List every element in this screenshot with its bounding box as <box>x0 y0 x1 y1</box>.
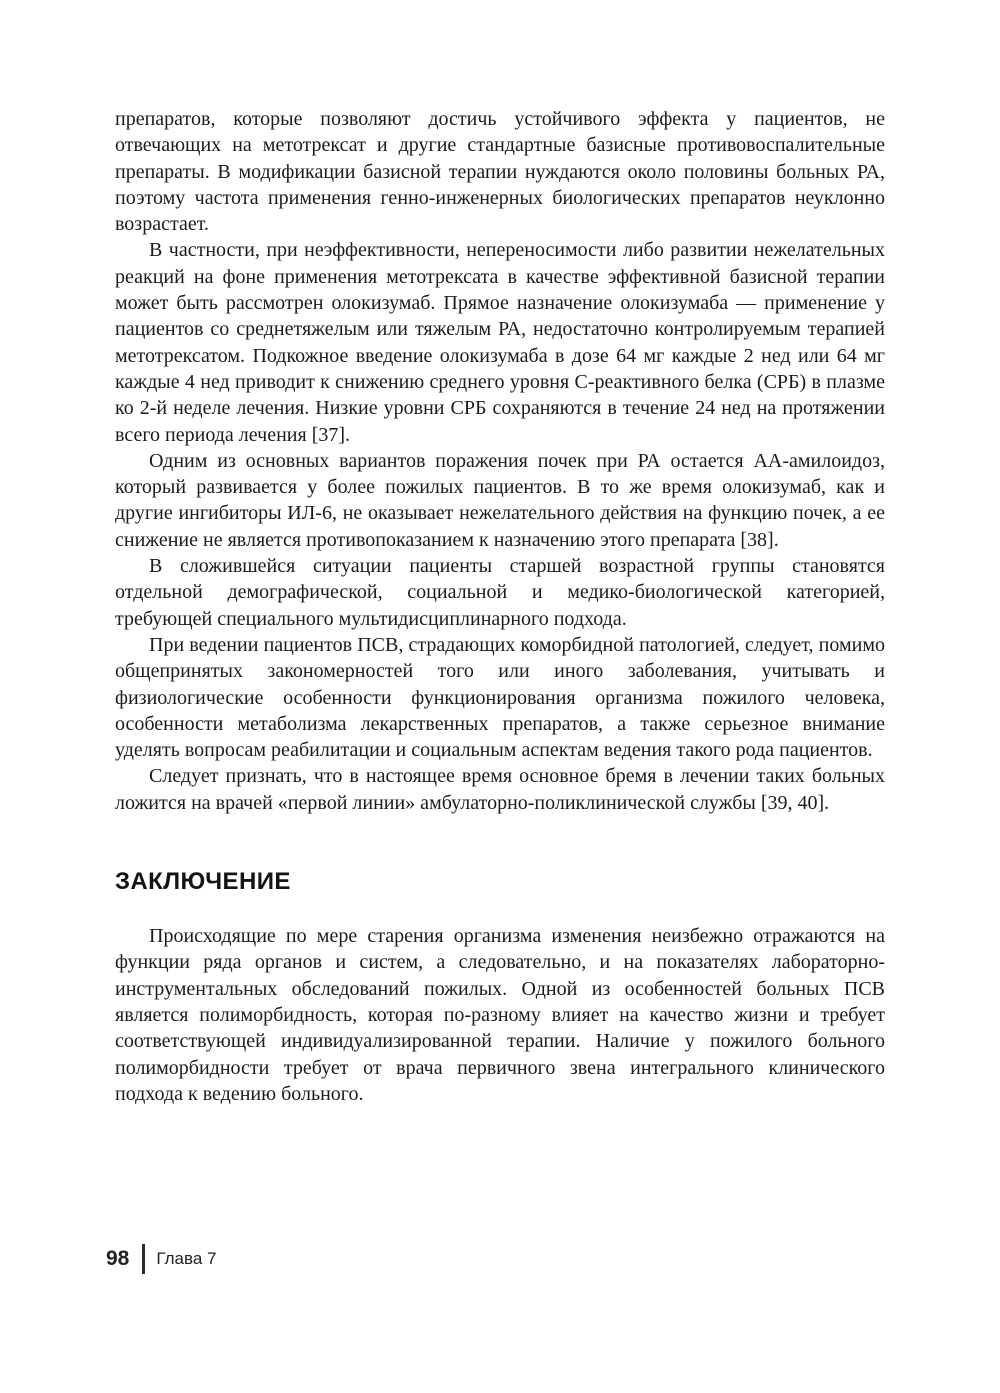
page-footer <box>106 1244 216 1274</box>
chapter-label: Глава 7 <box>156 1249 217 1268</box>
paragraph: Следует признать, что в настоящее время основное бремя в лечении таких больных ложится на врачей «первой линии» амбулаторно-поликлинической службы [39, 40]. <box>115 765 885 814</box>
page-number: 98 <box>106 1247 130 1270</box>
section-heading: ЗАКЛЮЧЕНИЕ <box>115 868 291 896</box>
page-content <box>115 106 885 1107</box>
paragraph: В частности, при неэффективности, непереносимости либо развитии нежелательных реакций на фоне применения метотрексата в качестве эффективной базисной терапии может быть рассмотрен олокизумаб. Прямое назначение олокизумаба — применение у пациентов со среднетяжелым или тяжелым РА, недостаточно контролируемым терапией метотрексатом. Подкожное введение олокизумаба в дозе 64 мг каждые 2 нед или 64 мг каждые 4 нед приводит к снижению среднего уровня С-реактивного белка (СРБ) в плазме ко 2-й неделе лечения. Низкие уровни СРБ сохраняются в течение 24 нед на протяжении всего периода лечения [37]. <box>115 239 885 446</box>
footer-divider <box>142 1244 145 1274</box>
paragraph: В сложившейся ситуации пациенты старшей возрастной группы становятся отдельной демографической, социальной и медико-биологической категорией, требующей специального мультидисциплинарного подхода. <box>115 555 885 630</box>
paragraph: Одним из основных вариантов поражения почек при РА остается АА-амилоидоз, который развивается у более пожилых пациентов. В то же время олокизумаб, как и другие ингибиторы ИЛ-6, не оказывает нежелательного действия на функцию почек, а ее снижение не является противопоказанием к назначению этого препарата [38]. <box>115 449 885 551</box>
paragraph: препаратов, которые позволяют достичь устойчивого эффекта у пациентов, не отвечающих на метотрексат и другие стандартные базисные противовоспалительные препараты. В модификации базисной терапии нуждаются около половины больных РА, поэтому частота применения генно-инженерных биологических препаратов неуклонно возрастает. <box>115 108 885 236</box>
paragraph: Происходящие по мере старения организма изменения неизбежно отражаются на функции ряда органов и систем, а следовательно, и на показателях лабораторно-инструментальных обследований пожилых. Одной из особенностей больных ПСВ является полиморбидность, которая по-разному влияет на качество жизни и требует соответствующей индивидуализированной терапии. Наличие у пожилого больного полиморбидности требует от врача первичного звена интегрального клинического подхода к ведению больного. <box>115 925 885 1105</box>
paragraph: При ведении пациентов ПСВ, страдающих коморбидной патологией, следует, помимо общепринятых закономерностей того или иного заболевания, учитывать и физиологические особенности функционирования организма пожилого человека, особенности метаболизма лекарственных препаратов, а также серьезное внимание уделять вопросам реабилитации и социальным аспектам ведения такого рода пациентов. <box>115 633 885 762</box>
